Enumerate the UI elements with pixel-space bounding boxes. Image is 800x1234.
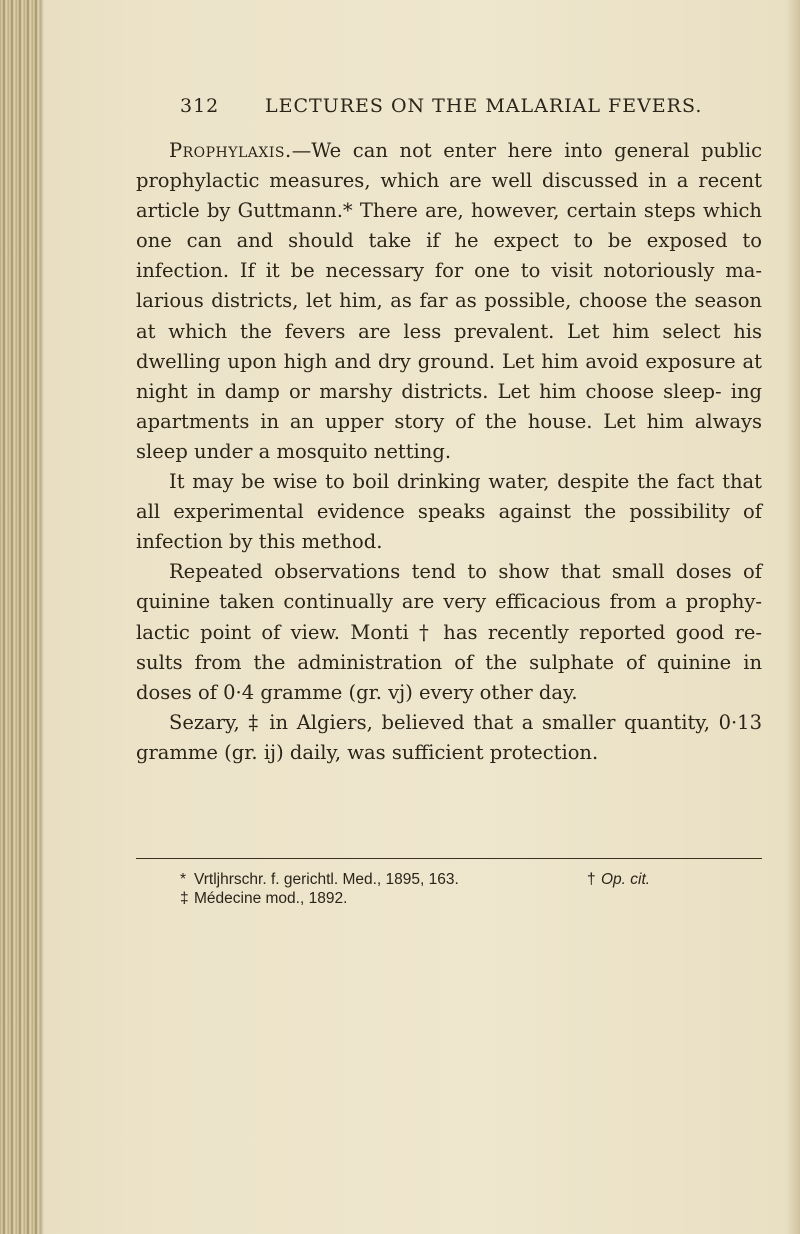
section-heading: Prophylaxis. [169, 139, 292, 162]
footnote-1 [180, 870, 459, 889]
paragraph-drinking-water: It may be wise to boil drinking water, despite the fact that all experimental evidence speaks against the possibility of infection by this method. [136, 470, 762, 554]
running-title: LECTURES ON THE MALARIAL FEVERS. [265, 95, 703, 117]
paragraph-quinine-doses: Repeated observations tend to show that small doses of quinine taken continually are very efficacious from a prophy- lactic point of view. Monti † has recently reported good re- sults from the administration of the sulphate of quinine in doses of 0·4 gramme (gr. vj) every other day. [136, 560, 762, 704]
book-binding-edge [0, 0, 40, 1234]
footnote-text: Vrtljhrschr. f. gerichtl. Med., 1895, 163. [194, 871, 459, 888]
paragraph-prophylaxis [136, 136, 762, 467]
footnote-text: Médecine mod., 1892. [194, 890, 348, 907]
page-edge-shadow [786, 0, 800, 1234]
footnote-row [180, 870, 720, 889]
footnote-mark: ‡ [180, 890, 189, 907]
footnote-mark: † [587, 871, 596, 888]
paragraph-sezary: Sezary, ‡ in Algiers, believed that a smaller quantity, 0·13 gramme (gr. ij) daily, was sufficient protection. [136, 710, 762, 764]
footnote-text: Op. cit. [601, 871, 651, 888]
footnote-mark: * [180, 871, 187, 888]
page-number: 312 [180, 95, 220, 117]
footnote-row [180, 889, 720, 908]
body-text [136, 136, 762, 768]
footnotes [180, 870, 720, 908]
paragraph-text: —We can not enter here into general public prophylactic measures, which are well discussed in a recent article by Guttmann.* There are, however, certain steps which one can and should take if he expect to be exposed to infection. If it be necessary for one to visit notoriously ma- larious districts, let him, as far as possible, choose the season at which the fevers are less prevalent. Let him select his dwelling upon high and dry ground. Let him avoid exposure at night in damp or marshy districts. Let him choose sleep- ing apartments in an upper story of the house. Let him always sleep under a mosquito netting. [136, 139, 762, 463]
running-header [180, 95, 703, 121]
footnote-3 [180, 889, 347, 908]
footnote-divider [136, 858, 762, 859]
footnote-2 [587, 870, 650, 889]
